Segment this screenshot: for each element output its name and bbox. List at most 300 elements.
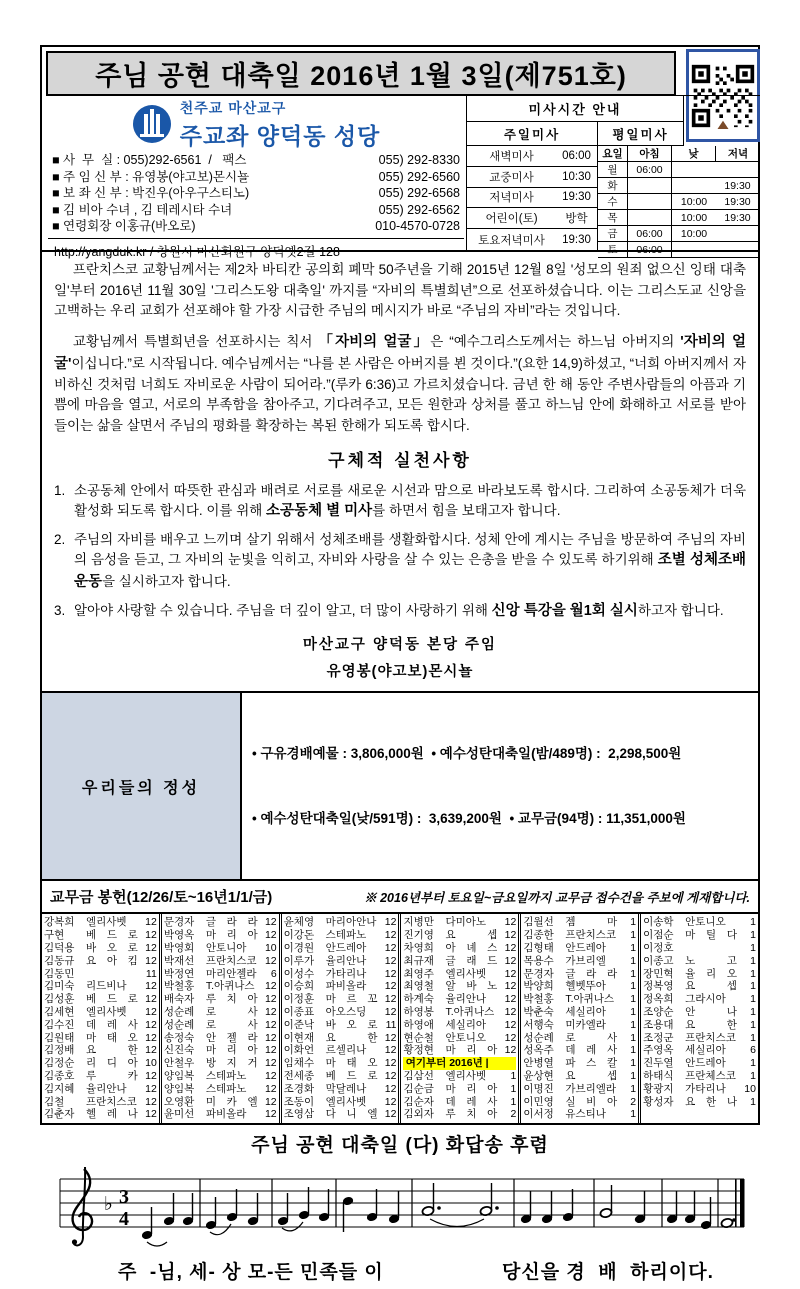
baptismal-name: 안토니오: [685, 916, 726, 929]
baptismal-name: 요 셉: [565, 1069, 618, 1082]
item-number: 3.: [54, 602, 66, 618]
baptismal-name: 베 드 로: [86, 929, 138, 942]
weekday-day: 화: [598, 178, 628, 194]
donation-row: [403, 980, 516, 993]
baptismal-name: 아오스딩: [325, 1005, 367, 1018]
baptismal-name: 리드비나: [86, 980, 127, 993]
baptismal-name: 세실리아: [565, 1005, 606, 1018]
practice-item-2: [54, 530, 746, 594]
donation-months: 12: [264, 929, 277, 942]
donor-name: 이성수: [283, 967, 315, 980]
weekday-col-day: 요일: [598, 146, 628, 162]
baptismal-name: 세실리아: [445, 1018, 487, 1031]
donation-months: 12: [504, 1044, 517, 1057]
baptismal-name: 데 레 사: [445, 1095, 498, 1108]
baptismal-name: 마 르 꼬: [325, 993, 378, 1006]
donation-row: [284, 942, 397, 955]
baptismal-name: 엘리사벳: [86, 916, 127, 929]
donation-row: [44, 1057, 157, 1070]
header-section: [42, 47, 758, 259]
donation-months: 1: [750, 993, 756, 1006]
bulletin-title: 주님 공현 대축일 2016년 1월 3일(제751호): [46, 51, 676, 96]
donation-row: [403, 1032, 516, 1045]
donation-months: 12: [264, 980, 277, 993]
donation-row: [164, 955, 277, 968]
donation-row: [284, 1006, 397, 1019]
contact-phone: 055) 292-6560: [378, 169, 460, 184]
weekday-evening-time: 19:30: [716, 210, 760, 226]
donor-name: 김덕용: [44, 942, 75, 954]
donation-row: [643, 942, 756, 955]
donation-row: [284, 1070, 397, 1083]
donation-months: 1: [750, 916, 756, 929]
baptismal-name: 율리안나: [445, 993, 487, 1006]
offering-line-1: • 구유경배예물 : 3,806,000원 • 예수성탄대축일(밤/489명) : 2,298,500원: [252, 745, 682, 761]
donor-name: 이점순: [643, 929, 674, 942]
text-segment: 소공동체 안에서 따뜻한 관심과 배려로 서로를 새로운 시선과 맘으로 바라보도록 합시다. 그리하여 소공동체가 더욱 활성화 되도록 합시다. 이를 위해: [74, 483, 746, 519]
donation-months: 1: [750, 1018, 756, 1031]
donor-name: 조용대: [643, 1018, 674, 1031]
baptismal-name: 율 리 오: [685, 967, 737, 980]
baptismal-name: 로 사: [205, 1005, 258, 1018]
donor-name: 하태식: [643, 1069, 674, 1082]
baptismal-name: 젬 마: [565, 916, 618, 929]
baptismal-name: 그라시아: [685, 993, 726, 1006]
donation-row: [523, 1019, 636, 1032]
donation-row: [284, 929, 397, 942]
donor-name: 하계숙: [403, 993, 434, 1006]
donor-name: 이루가: [283, 954, 315, 967]
baptismal-name: 프란치스코: [685, 1031, 736, 1044]
donation-months: 12: [504, 954, 517, 967]
weekday-day: 금: [598, 226, 628, 242]
baptismal-name: 미카엘라: [565, 1018, 606, 1031]
contact-line: [48, 218, 464, 235]
baptismal-name: 글 라 라: [205, 916, 258, 929]
donor-name: 김수진: [44, 1018, 75, 1031]
donation-months: 12: [145, 954, 157, 967]
baptismal-name: 가타리나: [325, 967, 367, 980]
donor-name: 이종표: [283, 1005, 315, 1018]
donor-name: 이경원: [283, 942, 315, 954]
donor-name: 차영희: [403, 942, 434, 954]
sunday-mass-table: [467, 146, 598, 250]
donation-months: 1: [750, 942, 756, 954]
baptismal-name: 프란체스코: [685, 1069, 736, 1082]
donation-row: [643, 1070, 756, 1083]
donation-row: [44, 1108, 157, 1121]
time-signature-bottom: 4: [119, 1208, 129, 1231]
donation-row: [523, 1070, 636, 1083]
baptismal-name: 마 리 아: [445, 1082, 498, 1095]
donor-name: 송정숙: [163, 1031, 195, 1044]
donation-months: 1: [750, 967, 756, 980]
baptismal-name: 데 레 사: [86, 1018, 138, 1031]
baptismal-name: 파비올라: [205, 1108, 247, 1121]
sunday-mass-name: 저녁미사: [467, 188, 556, 209]
donation-row: [284, 993, 397, 1006]
baptismal-name: 파비올라: [325, 980, 367, 993]
donation-row: [44, 1032, 157, 1045]
baptismal-name: 마 태 오: [325, 1057, 378, 1070]
sunday-mass-name: 어린이(토): [467, 208, 556, 229]
donation-months: 1: [630, 980, 637, 993]
baptismal-name: 헬벳뚜아: [565, 980, 606, 993]
weekday-noon-time: [672, 178, 716, 194]
donation-row: [164, 929, 277, 942]
weekday-col-morning: 아침: [628, 146, 672, 162]
donation-row: [44, 929, 157, 942]
weekday-morning-time: 06:00: [628, 242, 672, 258]
sunday-mass-name: 새벽미사: [467, 146, 556, 167]
weekday-col-evening: 저녁: [716, 146, 760, 162]
donation-row: [403, 1083, 516, 1096]
donation-months: 1: [510, 1069, 517, 1082]
donor-name: 조동이: [283, 1095, 315, 1108]
donation-months: 1: [630, 1108, 637, 1121]
donation-row: [164, 1019, 277, 1032]
donation-row: [403, 1044, 516, 1057]
item-text: [74, 601, 746, 623]
baptismal-name: 막달레나: [325, 1082, 367, 1095]
baptismal-name: 르셀리나: [325, 1044, 367, 1057]
donor-name: 김종호: [44, 1069, 75, 1082]
donation-row: [164, 1070, 277, 1083]
donation-column-1: [42, 914, 159, 1123]
donor-name: 박춘숙: [523, 1005, 554, 1018]
donation-row: [643, 968, 756, 981]
donor-name: 전세종: [283, 1069, 315, 1082]
donor-name: 김성훈: [44, 993, 75, 1006]
donation-row: [284, 955, 397, 968]
donor-name: 성순례: [163, 1005, 195, 1018]
donor-name: 현순철: [403, 1031, 434, 1044]
sunday-mass-time: 19:30: [556, 188, 598, 209]
donor-name: 김미숙: [44, 980, 75, 993]
donor-name: 이정호: [643, 942, 674, 954]
baptismal-name: T.아퀴나스: [205, 980, 255, 993]
donor-name: 조경화: [283, 1082, 315, 1095]
weekday-noon-time: 10:00: [672, 210, 716, 226]
donation-months: 1: [630, 1082, 637, 1095]
baptismal-name: 엘리사벳: [445, 967, 487, 980]
baptismal-name: 가브리엘라: [565, 1082, 617, 1095]
baptismal-name: 프란치스코: [565, 929, 617, 942]
donation-months: 12: [384, 980, 397, 993]
donor-name: 김세현: [44, 1005, 75, 1018]
contact-label: ■ 보 좌 신 부 : 박진우(아우구스티노): [52, 186, 250, 200]
donor-name: 김정배: [44, 1044, 75, 1057]
donation-months: 12: [384, 1095, 397, 1108]
donor-name: 박영옥: [163, 929, 195, 942]
donation-row: [284, 916, 397, 929]
baptismal-name: 글 래 드: [445, 954, 498, 967]
weekday-evening-time: [716, 162, 760, 178]
donation-row: [164, 1083, 277, 1096]
donation-row: [44, 1019, 157, 1032]
donation-row: [403, 1057, 516, 1070]
responsorial-psalm-section: [42, 1125, 758, 1288]
donation-row: [164, 968, 277, 981]
text-segment: 하고자 합니다.: [637, 602, 724, 618]
item-number: 1.: [54, 483, 66, 499]
donation-row: [403, 993, 516, 1006]
donor-name: 서행숙: [523, 1018, 554, 1031]
donor-name: 신진숙: [163, 1044, 195, 1057]
donor-name: 박영회: [163, 942, 195, 954]
donor-name: 최영철: [403, 980, 434, 993]
donor-name: 김종한: [523, 929, 554, 942]
offering-section: [42, 691, 758, 882]
donation-months: 12: [264, 1031, 277, 1044]
baptismal-name: 안 젤 라: [205, 1031, 258, 1044]
donation-months: 1: [630, 954, 637, 967]
donor-name: 이정훈: [283, 993, 315, 1006]
donation-months: 12: [264, 1108, 277, 1121]
donation-months: 12: [504, 980, 517, 993]
weekday-noon-time: [672, 242, 716, 258]
donation-months: 12: [145, 1031, 157, 1044]
donation-months: 1: [630, 1044, 637, 1057]
donation-row: [44, 1044, 157, 1057]
donation-months: 12: [384, 967, 397, 980]
donor-name: 김원태: [44, 1031, 75, 1044]
donation-months: 12: [504, 929, 517, 942]
donation-months: 12: [504, 916, 517, 929]
donation-row: [643, 1019, 756, 1032]
baptismal-name: 안토니오: [445, 1031, 487, 1044]
signature-role: 마산교구 양덕동 본당 주임: [302, 636, 498, 653]
practice-heading: 구체적 실천사항: [328, 451, 472, 471]
donor-name: 김정순: [44, 1057, 75, 1070]
donation-months: 2: [630, 1095, 637, 1108]
donation-row: [44, 1096, 157, 1109]
donation-months: 1: [750, 1031, 756, 1044]
donation-months: 11: [145, 967, 157, 980]
donation-row: [284, 1019, 397, 1032]
donation-months: 1: [630, 916, 637, 929]
text-segment: 주님의 자비를 배우고 느끼며 살기 위해서 성체조배를 생활화합시다. 성체 안에 계시는 주님을 방문하여 주님의 자비의 음성을 듣고, 그 자비의 눈빛을 익히고, 자비와 사랑을 살 수 있는 은총을 받을 수 있도록 하기위해: [74, 532, 746, 568]
donation-row: [164, 1096, 277, 1109]
baptismal-name: 요 한: [685, 1018, 737, 1031]
donor-name: 김철: [44, 1095, 65, 1108]
donor-name: 이민영: [523, 1095, 554, 1108]
donor-name: 양임복: [163, 1069, 195, 1082]
weekday-evening-time: 19:30: [716, 178, 760, 194]
baptismal-name: 안드레아: [685, 1057, 726, 1070]
donor-name: 김월선: [523, 916, 554, 929]
donation-months: 12: [145, 1044, 157, 1057]
donation-row: [643, 955, 756, 968]
donation-row: [643, 1096, 756, 1109]
baptismal-name: 글 라 라: [565, 967, 618, 980]
donation-months: 1: [510, 1095, 517, 1108]
donation-row: [523, 1108, 636, 1121]
baptismal-name: 스테파노: [205, 1069, 247, 1082]
weekday-evening-time: [716, 226, 760, 242]
weekday-col-noon: 낮: [672, 146, 716, 162]
donor-name: 이준낙: [283, 1018, 315, 1031]
donation-row: [284, 1096, 397, 1109]
donation-row: [523, 1006, 636, 1019]
donation-months: 12: [264, 1082, 277, 1095]
donation-row: [643, 1083, 756, 1096]
donation-column-5: [518, 914, 638, 1123]
donation-months: 12: [145, 993, 157, 1006]
donation-row: [643, 1032, 756, 1045]
donor-name: 성옥주: [523, 1044, 554, 1057]
offering-label: 우리들의 정성: [42, 693, 242, 880]
donor-name: 최영주: [403, 967, 434, 980]
donation-row: [643, 929, 756, 942]
baptismal-name: 다미아노: [445, 916, 487, 929]
weekday-day: 목: [598, 210, 628, 226]
donation-row: [44, 916, 157, 929]
donation-row: [523, 1057, 636, 1070]
baptismal-name: 베 드 로: [86, 993, 138, 1006]
donor-name: 황성자: [643, 1095, 674, 1108]
baptismal-name: 안 나: [685, 1005, 737, 1018]
donor-name: 이서정: [523, 1108, 554, 1121]
text-segment: 신앙 특강을 월1회 실시: [491, 602, 638, 619]
donation-row: [403, 1070, 516, 1083]
donation-months: 12: [384, 1108, 397, 1121]
donation-row: [44, 1006, 157, 1019]
donation-months: 12: [264, 993, 277, 1006]
donation-row: [164, 1006, 277, 1019]
donation-row: [284, 1032, 397, 1045]
donor-name: 최규재: [403, 954, 434, 967]
donation-months: 12: [145, 1069, 157, 1082]
donation-months: 1: [630, 1018, 637, 1031]
text-segment: 소공동체 별 미사: [266, 503, 373, 520]
text-segment: 은 “예수그리스도께서는 하느님 아버지의: [430, 333, 681, 349]
donor-name: 이강돈: [283, 929, 315, 942]
donation-row: [523, 1096, 636, 1109]
baptismal-name: 마 리 아: [445, 1044, 498, 1057]
baptismal-name: 알 바 노: [445, 980, 498, 993]
contact-label: ■ 사 무 실 : 055)292-6561 / 팩스: [52, 153, 247, 167]
flat-sign: ♭: [104, 1193, 113, 1216]
lyrics-line-2: 당신을 경 배 하리이다.: [502, 1262, 714, 1284]
donation-note: ※ 2016년부터 토요일~금요일까지 교무금 접수건을 주보에 게재합니다.: [364, 890, 750, 905]
baptismal-name: 루 카: [86, 1069, 138, 1082]
donor-name: 조양순: [643, 1005, 674, 1018]
donor-name: 황정현: [403, 1044, 434, 1057]
text-segment: 을 실시하고자 합니다.: [102, 574, 231, 590]
donation-months: 12: [384, 993, 397, 1006]
donor-name: 임채수: [283, 1057, 315, 1070]
donation-row: [403, 929, 516, 942]
practice-item-1: [54, 481, 746, 523]
donor-name: 이승희: [283, 980, 315, 993]
contact-line: [48, 169, 464, 186]
donor-name: 하영애: [403, 1018, 434, 1031]
lyrics-line-1: 주 -님, 세- 상 모-든 민족들 이: [118, 1262, 384, 1284]
donation-row: [523, 968, 636, 981]
donation-months: 12: [384, 1057, 397, 1070]
baptismal-name: 안드레아: [565, 942, 606, 954]
donor-name: 진기영: [403, 929, 434, 942]
baptismal-name: 세실리아: [685, 1044, 726, 1057]
donation-row: [284, 968, 397, 981]
donation-row: [44, 980, 157, 993]
baptismal-name: 방 지 거: [205, 1057, 258, 1070]
donation-months: 1: [630, 1069, 637, 1082]
donation-column-3: [279, 914, 399, 1123]
baptismal-name: 루 치 아: [445, 1108, 498, 1121]
sunday-mass-label: 주일미사: [467, 122, 598, 146]
donation-row: [44, 1083, 157, 1096]
baptismal-name: 로 사: [205, 1018, 258, 1031]
baptismal-name: 마 태 오: [86, 1031, 138, 1044]
donation-months: 6: [750, 1044, 756, 1057]
baptismal-name: 요 아 킴: [86, 954, 138, 967]
donation-row: [643, 1057, 756, 1070]
donor-name: 윤미선: [163, 1108, 195, 1121]
donation-months: 10: [145, 1057, 157, 1070]
donation-months: 12: [145, 916, 157, 929]
baptismal-name: T.아퀴나스: [565, 993, 615, 1006]
donor-name: 김동민: [44, 967, 75, 980]
weekday-noon-time: 10:00: [672, 226, 716, 242]
church-logo-text: [180, 98, 381, 151]
donation-months: 12: [504, 942, 517, 954]
church-info: [48, 100, 464, 260]
baptismal-name: 엘리사벳: [325, 1095, 367, 1108]
baptismal-name: 바 오 로: [325, 1018, 378, 1031]
donation-months: 12: [504, 1018, 517, 1031]
donation-months: 1: [630, 929, 637, 942]
donor-name: 김춘자: [44, 1108, 75, 1121]
website-address: http://yangduk.kr / 창원시 마산회원구 양덕옛2길 128: [48, 238, 464, 260]
donation-months: 6: [270, 967, 277, 980]
baptismal-name: 가타리나: [685, 1082, 726, 1095]
donation-months: 12: [264, 916, 277, 929]
donor-name: 지병만: [403, 916, 434, 929]
contact-line: [48, 202, 464, 219]
donation-months: 12: [384, 1031, 397, 1044]
donor-name: 진두열: [643, 1057, 674, 1070]
baptismal-name: 아 녜 스: [445, 942, 498, 954]
donation-column-4: [398, 914, 518, 1123]
donation-row: [44, 955, 157, 968]
offering-line-2: • 예수성탄대축일(낮/591명) : 3,639,200원 • 교무금(94명) : 11,351,000원: [252, 810, 686, 826]
baptismal-name: 마리안젤라: [205, 967, 257, 980]
donation-row: [44, 942, 157, 955]
donation-row: [523, 1032, 636, 1045]
baptismal-name: 마 틸 다: [685, 929, 737, 942]
donation-months: 12: [264, 1069, 277, 1082]
donation-months: 12: [384, 929, 397, 942]
baptismal-name: T.아퀴나스: [445, 1005, 495, 1018]
donation-row: [523, 955, 636, 968]
donation-months: 1: [630, 1057, 637, 1070]
donation-row: [403, 942, 516, 955]
weekday-evening-time: [716, 242, 760, 258]
donor-name: 안병열: [523, 1057, 554, 1070]
donation-months: 1: [510, 1082, 517, 1095]
donation-months: 1: [630, 942, 637, 954]
baptismal-name: 요 한 나: [685, 1095, 737, 1108]
baptismal-name: 요 셉: [685, 980, 737, 993]
baptismal-name: 노 고: [685, 954, 737, 967]
donor-name: 이송학: [643, 916, 674, 929]
donation-months: 1: [750, 954, 756, 967]
text-segment: 조별 성체조배 운동: [74, 552, 746, 591]
donation-months: 12: [504, 967, 517, 980]
donation-months: 1: [750, 929, 756, 942]
